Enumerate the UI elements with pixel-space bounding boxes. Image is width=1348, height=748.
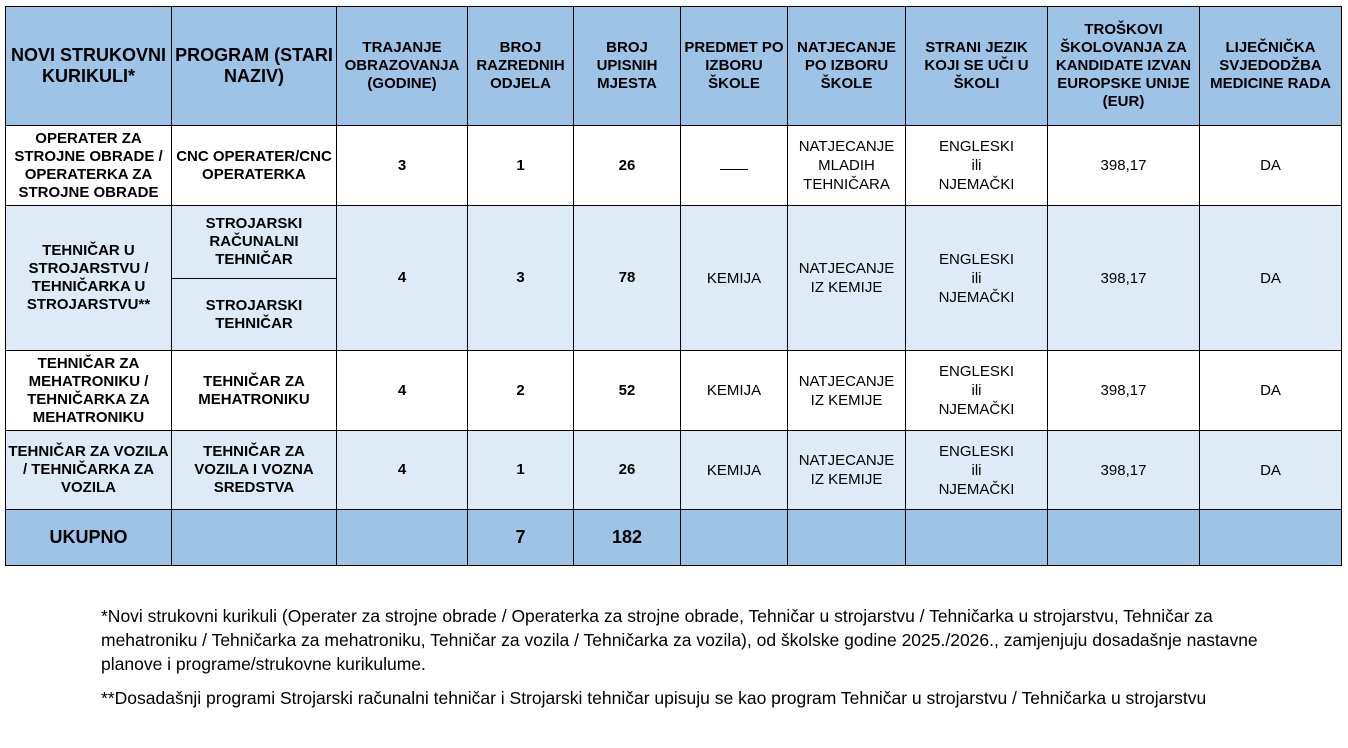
subject-cell: KEMIJA (681, 431, 788, 510)
language-cell: ENGLESKI ili NJEMAČKI (906, 126, 1048, 206)
enrollment-table (5, 6, 1342, 566)
col-header-competition: NATJECANJE PO IZBORU ŠKOLE (788, 7, 906, 126)
program-cell: STROJARSKI RAČUNALNI TEHNIČAR (172, 206, 337, 279)
table-row (6, 206, 1342, 279)
cost-cell: 398,17 (1048, 351, 1200, 431)
language-cell: ENGLESKI ili NJEMAČKI (906, 206, 1048, 351)
curriculum-cell: TEHNIČAR U STROJARSTVU / TEHNIČARKA U STROJARSTVU** (6, 206, 172, 351)
language-cell: ENGLESKI ili NJEMAČKI (906, 351, 1048, 431)
col-header-program: PROGRAM (STARI NAZIV) (172, 7, 337, 126)
subject-cell (681, 126, 788, 206)
total-row (6, 510, 1342, 566)
col-header-language: STRANI JEZIK KOJI SE UČI U ŠKOLI (906, 7, 1048, 126)
cost-cell: 398,17 (1048, 206, 1200, 351)
subject-cell: KEMIJA (681, 206, 788, 351)
classes-cell: 1 (468, 431, 574, 510)
table-row (6, 351, 1342, 431)
total-places: 182 (574, 510, 681, 566)
col-header-medical: LIJEČNIČKA SVJEDODŽBA MEDICINE RADA (1200, 7, 1342, 126)
competition-cell: NATJECANJE IZ KEMIJE (788, 431, 906, 510)
places-cell: 52 (574, 351, 681, 431)
medical-cell: DA (1200, 206, 1342, 351)
program-cell: CNC OPERATER/CNC OPERATERKA (172, 126, 337, 206)
medical-cell: DA (1200, 126, 1342, 206)
program-cell: TEHNIČAR ZA MEHATRONIKU (172, 351, 337, 431)
curriculum-cell: TEHNIČAR ZA VOZILA / TEHNIČARKA ZA VOZILA (6, 431, 172, 510)
curriculum-cell: OPERATER ZA STROJNE OBRADE / OPERATERKA ZA STROJNE OBRADE (6, 126, 172, 206)
table-row (6, 126, 1342, 206)
footnote-1: *Novi strukovni kurikuli (Operater za strojne obrade / Operaterka za strojne obrade, Tehničar u strojarstvu / Tehničarka u strojarstvu, Tehničar za mehatroniku / Tehničarka za mehatroniku, Tehničar za vozila / Tehničarka za vozila), od školske godine 2025./2026., zamjenjuju dosadašnje nastavne planove i programe/strukovne kurikulume. (101, 606, 1258, 674)
footnote-2: **Dosadašnji programi Strojarski računalni tehničar i Strojarski tehničar upisuju se kao program Tehničar u strojarstvu / Tehničarka u strojarstvu (101, 688, 1207, 708)
col-header-places: BROJ UPISNIH MJESTA (574, 7, 681, 126)
places-cell: 26 (574, 126, 681, 206)
competition-cell: NATJECANJE IZ KEMIJE (788, 351, 906, 431)
classes-cell: 2 (468, 351, 574, 431)
footnotes (101, 604, 1281, 720)
duration-cell: 4 (337, 351, 468, 431)
table-row (6, 431, 1342, 510)
places-cell: 26 (574, 431, 681, 510)
duration-cell: 4 (337, 206, 468, 351)
col-header-cost: TROŠKOVI ŠKOLOVANJA ZA KANDIDATE IZVAN EUROPSKE UNIJE (EUR) (1048, 7, 1200, 126)
medical-cell: DA (1200, 351, 1342, 431)
empty-dash (720, 159, 748, 170)
language-cell: ENGLESKI ili NJEMAČKI (906, 431, 1048, 510)
total-classes: 7 (468, 510, 574, 566)
classes-cell: 3 (468, 206, 574, 351)
cost-cell: 398,17 (1048, 431, 1200, 510)
subject-cell: KEMIJA (681, 351, 788, 431)
cost-cell: 398,17 (1048, 126, 1200, 206)
col-header-duration: TRAJANJE OBRAZOVANJA (GODINE) (337, 7, 468, 126)
program-cell: STROJARSKI TEHNIČAR (172, 279, 337, 351)
col-header-curriculum: NOVI STRUKOVNI KURIKULI* (6, 7, 172, 126)
col-header-classes: BROJ RAZREDNIH ODJELA (468, 7, 574, 126)
duration-cell: 3 (337, 126, 468, 206)
classes-cell: 1 (468, 126, 574, 206)
col-header-subject: PREDMET PO IZBORU ŠKOLE (681, 7, 788, 126)
header-row (6, 7, 1342, 126)
places-cell: 78 (574, 206, 681, 351)
curriculum-cell: TEHNIČAR ZA MEHATRONIKU / TEHNIČARKA ZA MEHATRONIKU (6, 351, 172, 431)
medical-cell: DA (1200, 431, 1342, 510)
competition-cell: NATJECANJE MLADIH TEHNIČARA (788, 126, 906, 206)
duration-cell: 4 (337, 431, 468, 510)
competition-cell: NATJECANJE IZ KEMIJE (788, 206, 906, 351)
program-cell: TEHNIČAR ZA VOZILA I VOZNA SREDSTVA (172, 431, 337, 510)
total-label: UKUPNO (6, 510, 172, 566)
